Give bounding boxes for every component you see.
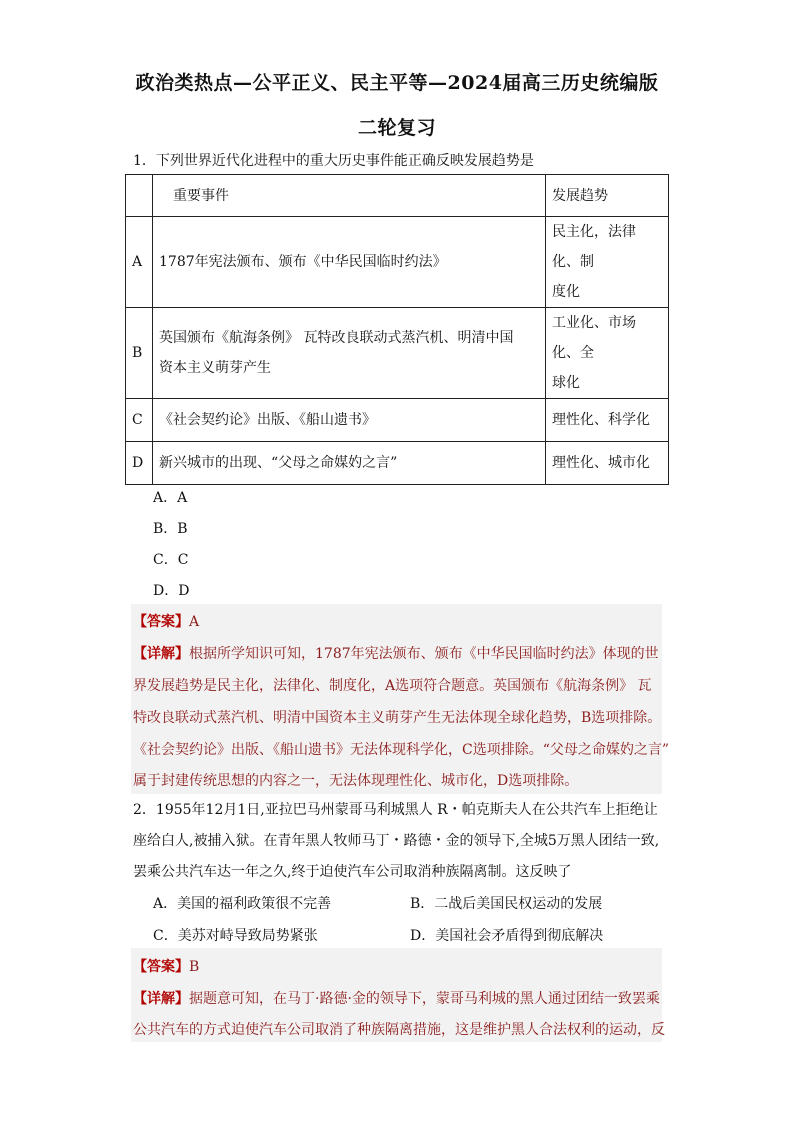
q2-option-a: A．美国的福利政策很不完善	[153, 896, 332, 912]
trend-cell: 理性化、城市化	[546, 442, 669, 485]
question-2-stem: 2．1955年12月1日,亚拉巴马州蒙哥马利城黑人 R・帕克斯夫人在公共汽车上拒绝让	[133, 802, 658, 818]
row-label: B	[126, 308, 153, 399]
q1-answer-block	[131, 604, 662, 794]
table-row	[126, 308, 669, 399]
q1-option-a: A．A	[153, 490, 188, 506]
q1-detail-line: 界发展趋势是民主化，法律化、制度化，A选项符合题意。英国颁布《航海条例》 瓦	[133, 678, 652, 694]
q1-answer: 【答案】A	[133, 614, 200, 630]
table-header-row	[126, 175, 669, 217]
table-row	[126, 442, 669, 485]
q2-option-c: C．美苏对峙导致局势紧张	[153, 928, 318, 944]
event-cell: 《社会契约论》出版、《船山遗书》	[153, 399, 546, 442]
table-header-cell: 重要事件	[153, 175, 546, 217]
row-label: D	[126, 442, 153, 485]
question-1-stem: 1．下列世界近代化进程中的重大历史事件能正确反映发展趋势是	[133, 153, 534, 169]
question-2-stem: 罢乘公共汽车达一年之久,终于迫使汽车公司取消种族隔离制。这反映了	[133, 864, 572, 880]
document-title: 政治类热点—公平正义、民主平等—2024届高三历史统编版	[135, 72, 659, 94]
q2-detail-line: 【详解】据题意可知，在马丁·路德·金的领导下，蒙哥马利城的黑人通过团结一致罢乘	[133, 991, 660, 1007]
q2-detail-line: 公共汽车的方式迫使汽车公司取消了种族隔离措施，这是维护黑人合法权利的运动，反	[133, 1022, 665, 1038]
row-label: A	[126, 217, 153, 308]
event-cell: 英国颁布《航海条例》 瓦特改良联动式蒸汽机、明清中国 资本主义萌芽产生	[153, 308, 546, 399]
document-title-line2: 二轮复习	[357, 117, 436, 139]
q1-detail-line: 《社会契约论》出版、《船山遗书》无法体现科学化，C选项排除。“父母之命媒妁之言”	[133, 742, 670, 758]
trend-cell: 理性化、科学化	[546, 399, 669, 442]
q1-detail-line: 属于封建传统思想的内容之一，无法体现理性化、城市化，D选项排除。	[133, 773, 579, 789]
row-label: C	[126, 399, 153, 442]
table-row	[126, 217, 669, 308]
table-row	[126, 399, 669, 442]
q2-answer: 【答案】B	[133, 959, 200, 975]
event-cell: 1787年宪法颁布、颁布《中华民国临时约法》	[153, 217, 546, 308]
q1-option-c: C．C	[153, 552, 189, 568]
q1-option-b: B．B	[153, 521, 188, 537]
table-header-cell: 发展趋势	[546, 175, 669, 217]
q1-option-d: D．D	[153, 583, 190, 599]
q2-option-d: D．美国社会矛盾得到彻底解决	[410, 928, 604, 944]
event-cell: 新兴城市的出现、“父母之命媒妁之言”	[153, 442, 546, 485]
q1-detail-line: 特改良联动式蒸汽机、明清中国资本主义萌芽产生无法体现全球化趋势，B选项排除。	[133, 710, 662, 726]
events-table	[125, 174, 669, 485]
q2-option-b: B．二战后美国民权运动的发展	[410, 896, 603, 912]
q1-detail-line: 【详解】根据所学知识可知，1787年宪法颁布、颁布《中华民国临时约法》体现的世	[133, 646, 659, 662]
trend-cell: 工业化、市场化、全 球化	[546, 308, 669, 399]
table-header-cell	[126, 175, 153, 217]
question-2-stem: 座给白人,被捕入狱。在青年黑人牧师马丁・路德・金的领导下,全城5万黑人团结一致,	[133, 833, 660, 849]
trend-cell: 民主化，法律化、制 度化	[546, 217, 669, 308]
